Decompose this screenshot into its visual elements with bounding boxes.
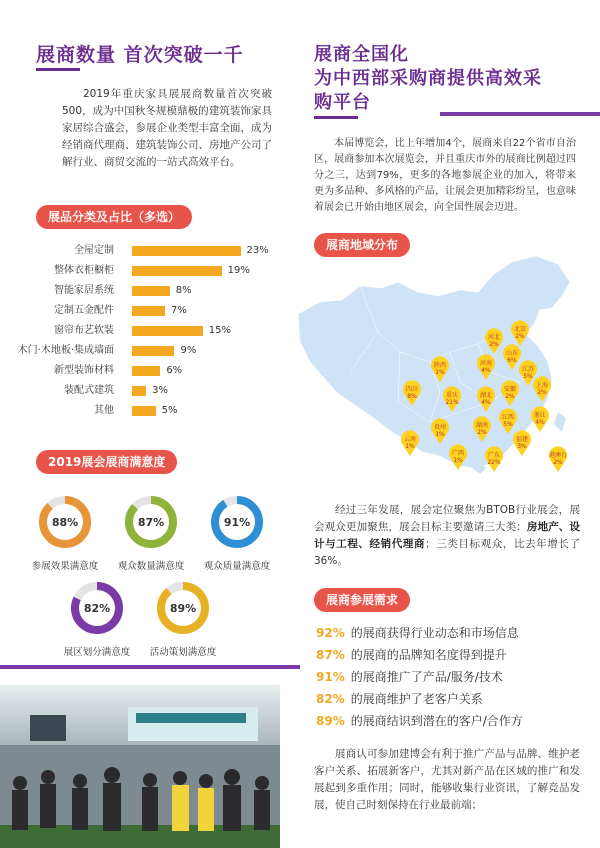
donut-value-label: 87% bbox=[137, 516, 165, 529]
bar-row bbox=[0, 262, 300, 280]
bar-value-label: 6% bbox=[166, 365, 183, 376]
map-pin-percent: 2% bbox=[553, 459, 563, 466]
bar-row bbox=[0, 302, 300, 320]
needs-item-percent: 91% bbox=[316, 670, 345, 684]
map-pin-percent: 2% bbox=[505, 393, 515, 400]
map-pin-province: 广东 bbox=[487, 452, 501, 459]
donut-value-label: 91% bbox=[223, 516, 251, 529]
map-pin-percent: 5% bbox=[523, 373, 533, 380]
map-pin-percent: 2% bbox=[489, 341, 499, 348]
satisfaction-donut bbox=[192, 492, 282, 572]
map-pin-percent: 1% bbox=[435, 369, 445, 376]
right-intro-paragraph: 本届博览会，比上年增加4个，展商来自22个省市自治区，展商参加本次展览会，并且重庆市外的展商比例超过四分之三，达到79%，更多的各地参展企业的加入，将带来更为多品种、多风格的产品，让展会更加精彩纷呈，也意味着展会已开始由地区展会，向全国性展会迈进。 bbox=[314, 138, 576, 213]
bar-category-label: 新型装饰材料 bbox=[54, 365, 114, 376]
map-pin-percent: 4% bbox=[481, 367, 491, 374]
map-pin-province: 江苏 bbox=[521, 366, 535, 373]
positioning-audience: 房地产、设计与工程、经销代理商 bbox=[314, 521, 581, 550]
bar-category-label: 窗帘布艺软装 bbox=[54, 325, 114, 336]
needs-item bbox=[316, 712, 523, 729]
satisfaction-donut bbox=[106, 492, 196, 572]
needs-item bbox=[316, 624, 519, 641]
right-outro-paragraph: 展商认可参加建博会有利于推广产品与品牌、维护老客户关系、拓展新客户，尤其对新产品在区域的推广和发展起到多重作用；同时，能够收集行业资讯，了解竞品发展，使自己时刻保持在行业最前端； bbox=[314, 748, 580, 811]
map-pin-province: 河北 bbox=[487, 334, 501, 341]
map-pin-province: 北京 bbox=[513, 326, 527, 333]
needs-item-percent: 87% bbox=[316, 648, 345, 662]
bar-value-label: 7% bbox=[171, 305, 187, 316]
map-pin-province: 浙江 bbox=[533, 412, 547, 419]
category-bar-chart bbox=[0, 242, 300, 422]
needs-item bbox=[316, 668, 503, 685]
left-title-underline bbox=[36, 68, 80, 71]
right-purple-band bbox=[440, 112, 600, 116]
bar-value-label: 5% bbox=[161, 405, 178, 416]
bar-category-label: 智能家居系统 bbox=[54, 285, 114, 296]
bar-mark bbox=[132, 346, 174, 356]
map-pin-percent: 2% bbox=[515, 333, 525, 340]
bar-value-label: 8% bbox=[175, 285, 192, 296]
map-pin-province: 港澳台 bbox=[548, 452, 568, 459]
bar-value-label: 9% bbox=[180, 345, 197, 356]
bar-row bbox=[0, 322, 300, 340]
map-pin-province: 上海 bbox=[535, 382, 549, 389]
needs-item bbox=[316, 690, 483, 707]
map-pin-percent: 4% bbox=[535, 419, 545, 426]
bar-row bbox=[0, 402, 300, 420]
map-pin bbox=[401, 430, 419, 456]
map-pin-province: 贵州 bbox=[433, 424, 447, 431]
map-pin-province: 山东 bbox=[505, 350, 519, 357]
map-pin-percent: 1% bbox=[405, 443, 415, 450]
map-pin-percent: 2% bbox=[537, 389, 547, 396]
bar-category-label: 全屋定制 bbox=[74, 245, 114, 256]
bar-mark bbox=[132, 266, 222, 276]
donut-category-label: 展区划分满意度 bbox=[63, 647, 131, 658]
map-pin-province: 四川 bbox=[405, 386, 419, 393]
map-pin bbox=[485, 446, 503, 472]
positioning-text-a: 经过三年发展，展会定位聚焦为BTOB行业展会，展会观众更加聚焦，展会目标主要邀请三大类： bbox=[314, 504, 580, 533]
bar-category-label: 木门·木地板·集成墙面 bbox=[17, 345, 114, 356]
satisfaction-pill: 2019展会展商满意度 bbox=[36, 450, 177, 474]
donut-value-label: 88% bbox=[51, 516, 79, 529]
map-pin-province: 广西 bbox=[451, 450, 465, 457]
left-title: 展商数量 首次突破一千 bbox=[36, 44, 244, 66]
needs-item-percent: 89% bbox=[316, 714, 345, 728]
needs-item-percent: 82% bbox=[316, 692, 345, 706]
map-pin bbox=[549, 446, 567, 472]
bar-row bbox=[0, 362, 300, 380]
map-pin bbox=[531, 406, 549, 432]
positioning-text-c: ；三类目标观众，比去年增长了36%。 bbox=[314, 538, 581, 567]
map-pin-province: 安徽 bbox=[503, 386, 517, 393]
bar-mark bbox=[132, 366, 160, 376]
map-pin bbox=[513, 430, 531, 456]
donut-value-label: 89% bbox=[169, 602, 197, 615]
donut-category-label: 观众数量满意度 bbox=[117, 561, 185, 572]
left-divider bbox=[0, 665, 300, 669]
bar-row bbox=[0, 282, 300, 300]
needs-item-text: 的展商的品牌知名度得到提升 bbox=[350, 648, 507, 662]
map-pin-province: 福建 bbox=[515, 436, 529, 443]
exhibition-photo bbox=[0, 685, 280, 848]
bar-value-label: 19% bbox=[227, 265, 250, 276]
satisfaction-donut bbox=[20, 492, 110, 572]
map-pin-percent: 3% bbox=[517, 443, 527, 450]
needs-item-text: 的展商推广了产品/服务/技术 bbox=[350, 670, 503, 684]
map-pin-province: 河南 bbox=[479, 360, 493, 367]
map-pin-province: 重庆 bbox=[445, 392, 459, 399]
needs-item-text: 的展商结识到潜在的客户/合作方 bbox=[350, 714, 523, 728]
bar-mark bbox=[132, 306, 165, 316]
exhibition-photo-illustration bbox=[0, 685, 280, 848]
map-pin-province: 江西 bbox=[501, 414, 515, 421]
bar-mark bbox=[132, 406, 156, 416]
bar-mark bbox=[132, 286, 170, 296]
needs-item-text: 的展商维护了老客户关系 bbox=[350, 692, 483, 706]
map-pin-percent: 22% bbox=[487, 459, 501, 466]
map-pin-percent: 21% bbox=[445, 399, 459, 406]
donut-category-label: 活动策划满意度 bbox=[149, 647, 217, 658]
map-pin-percent: 6% bbox=[507, 357, 517, 364]
needs-item-text: 的展商获得行业动态和市场信息 bbox=[350, 626, 519, 640]
bar-row bbox=[0, 242, 300, 260]
satisfaction-donut bbox=[138, 578, 228, 658]
bar-row bbox=[0, 342, 300, 360]
map-pin-percent: 1% bbox=[453, 457, 463, 464]
bar-value-label: 23% bbox=[246, 245, 269, 256]
china-map bbox=[290, 252, 590, 482]
right-title-line3: 购平台 bbox=[314, 92, 371, 113]
map-pin-province: 陕西 bbox=[433, 362, 447, 369]
right-title-line2: 为中西部采购商提供高效采 bbox=[314, 68, 542, 89]
right-title-underline bbox=[314, 116, 358, 119]
donut-category-label: 观众质量满意度 bbox=[203, 561, 271, 572]
map-pin-percent: 8% bbox=[407, 393, 417, 400]
satisfaction-donut bbox=[52, 578, 142, 658]
category-pill: 展品分类及占比（多选） bbox=[36, 205, 192, 229]
left-intro-paragraph: 2019年重庆家具展展商数量首次突破500，成为中国秋冬规模鼎极的建筑装饰家具家居综合盛会，参展企业类型丰富全面，成为经销商代理商、建筑装饰公司、房地产公司了解行业、商贸交流的一站式高效平台。 bbox=[62, 88, 272, 168]
needs-pill: 展商参展需求 bbox=[314, 588, 410, 612]
right-title-line1: 展商全国化 bbox=[314, 44, 409, 65]
bar-category-label: 其他 bbox=[94, 405, 114, 416]
map-pin-percent: 2% bbox=[477, 429, 487, 436]
map-pin-percent: 1% bbox=[435, 431, 445, 438]
bar-value-label: 3% bbox=[152, 385, 169, 396]
bar-mark bbox=[132, 246, 241, 256]
donut-category-label: 参展效果满意度 bbox=[31, 561, 99, 572]
bar-row bbox=[0, 382, 300, 400]
positioning-paragraph bbox=[314, 502, 580, 570]
bar-category-label: 定制五金配件 bbox=[54, 305, 114, 316]
map-pin-province: 湖北 bbox=[479, 392, 493, 399]
needs-item-percent: 92% bbox=[316, 626, 345, 640]
map-pin-percent: 5% bbox=[503, 421, 513, 428]
needs-item bbox=[316, 646, 507, 663]
map-pin-percent: 4% bbox=[481, 399, 491, 406]
bar-mark bbox=[132, 386, 146, 396]
bar-value-label: 15% bbox=[208, 325, 232, 336]
bar-category-label: 整体衣柜橱柜 bbox=[54, 265, 114, 276]
map-pill: 展商地域分布 bbox=[314, 233, 410, 257]
donut-value-label: 82% bbox=[83, 602, 111, 615]
map-pin-province: 云南 bbox=[403, 436, 417, 443]
map-pin-province: 湖南 bbox=[475, 422, 489, 429]
bar-mark bbox=[132, 326, 203, 336]
bar-category-label: 装配式建筑 bbox=[64, 385, 114, 396]
